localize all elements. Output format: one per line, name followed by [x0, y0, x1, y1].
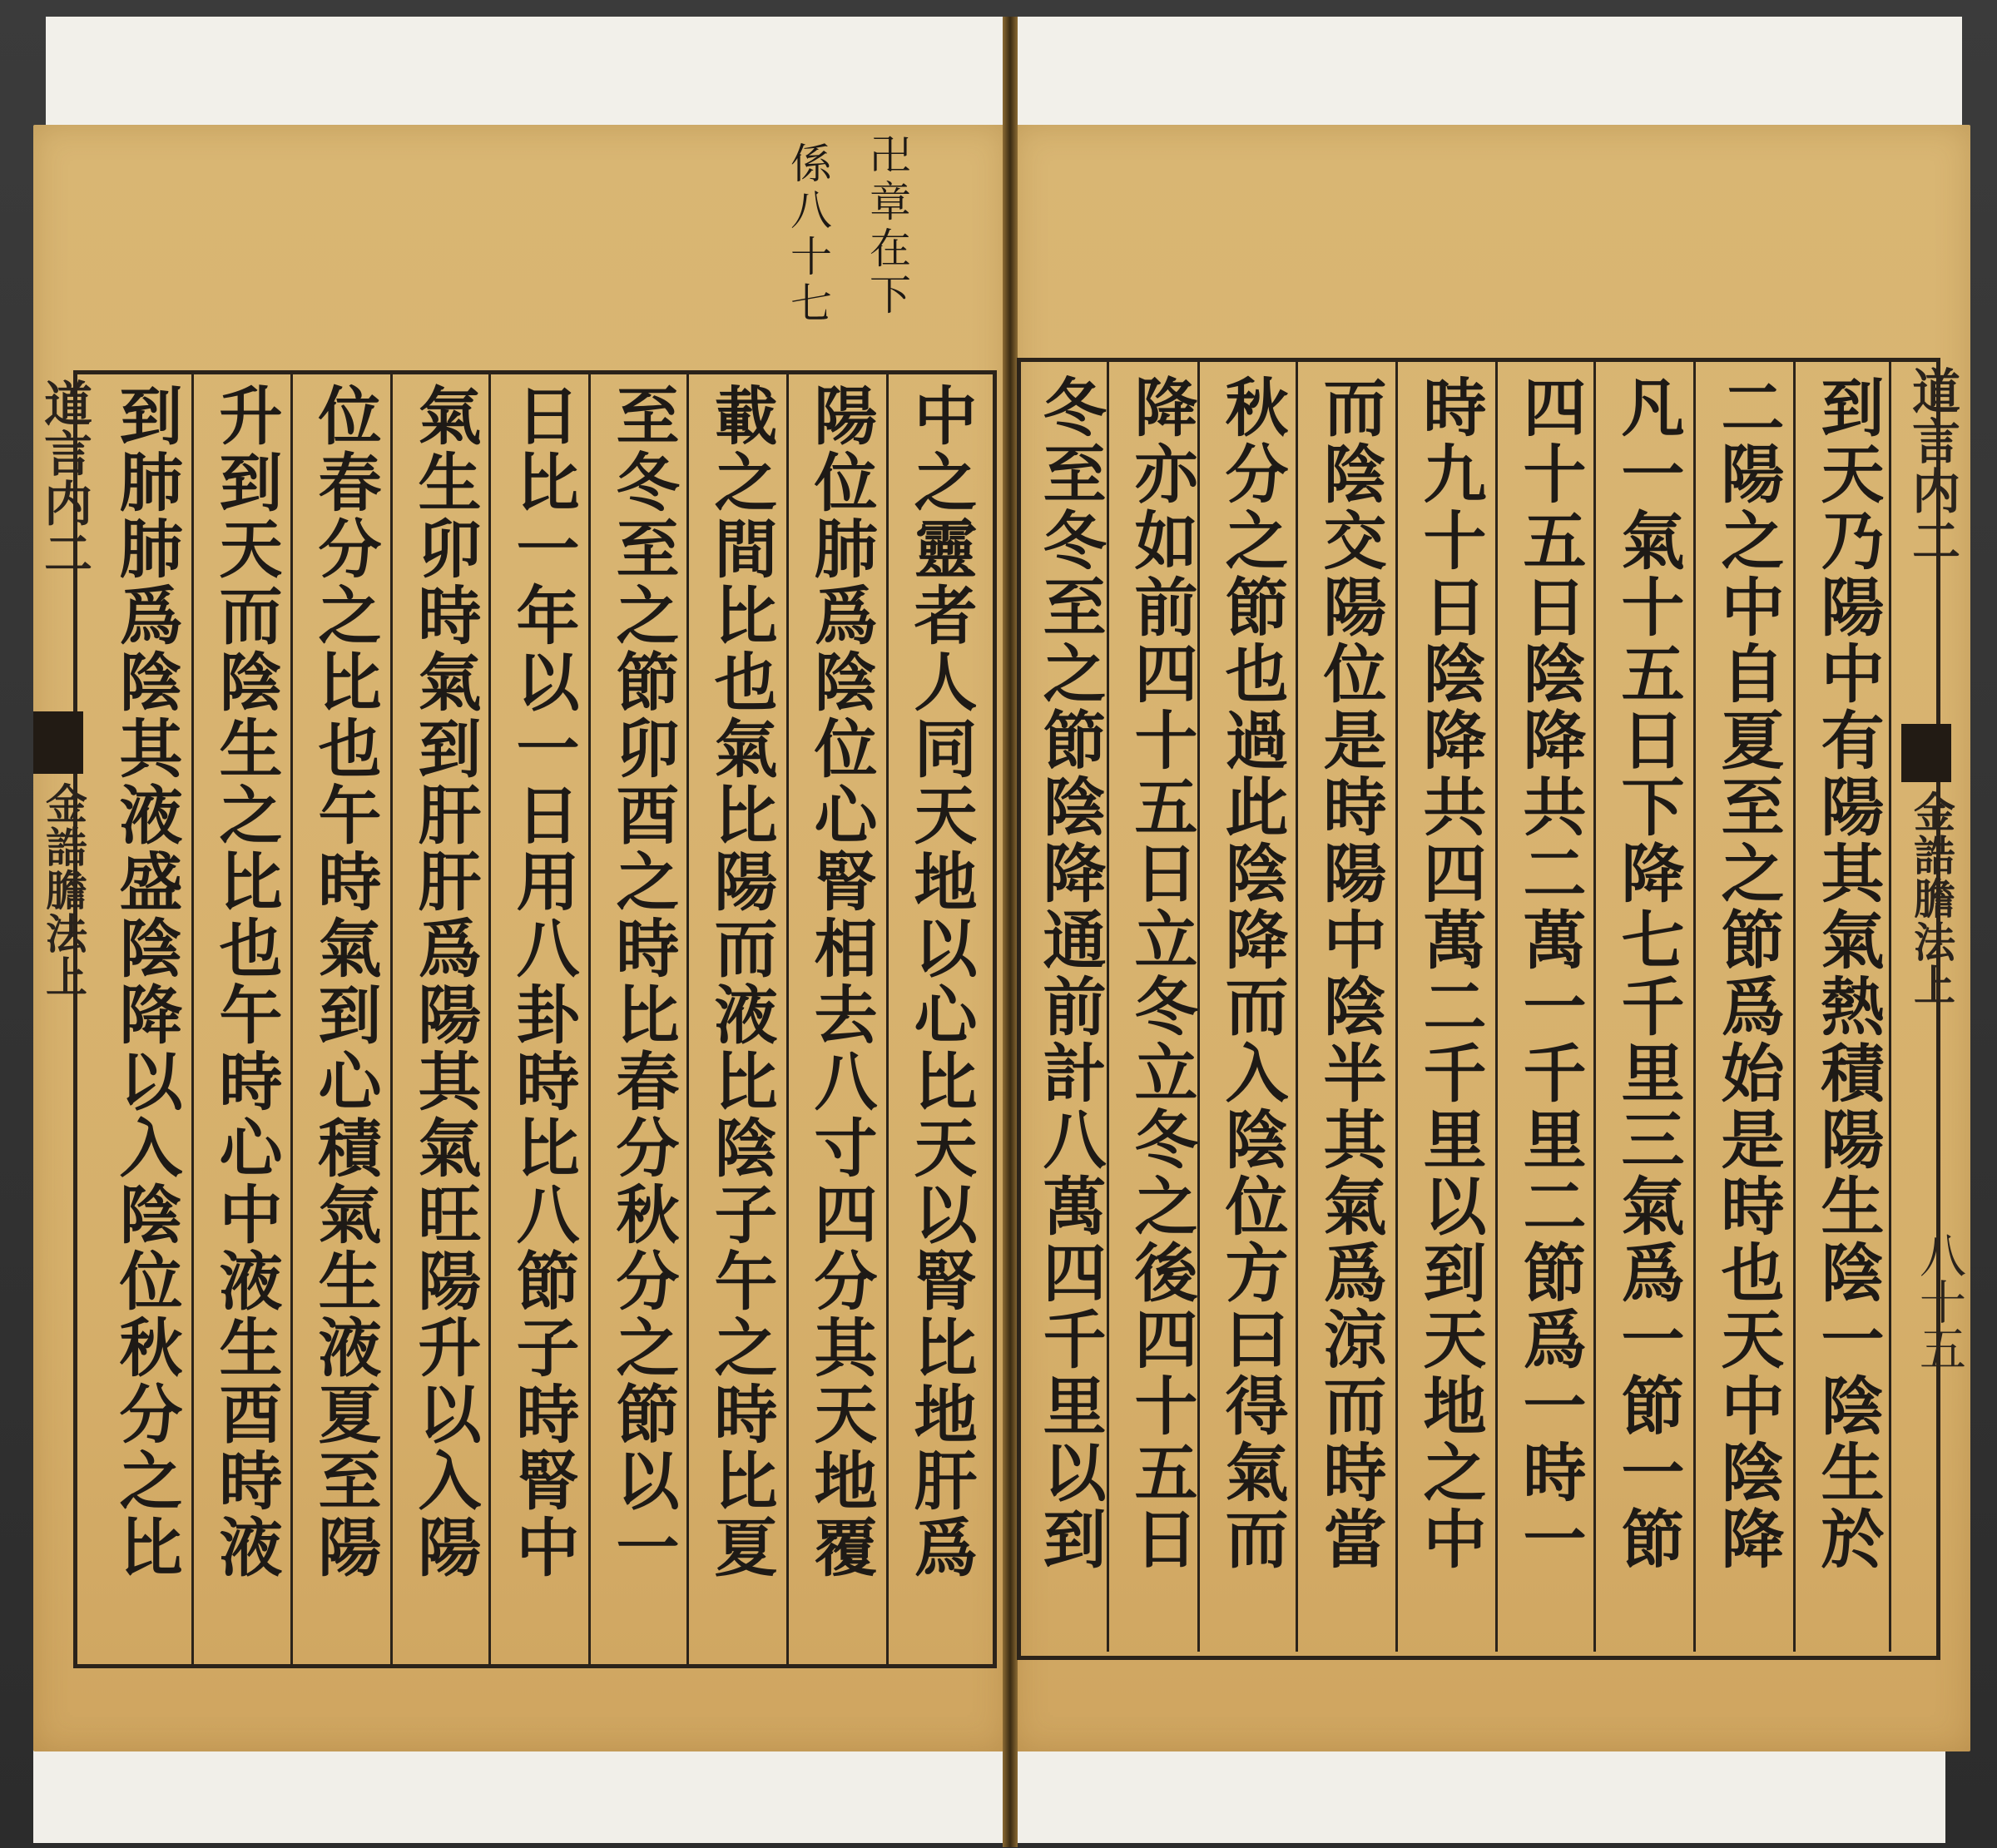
column-rule [786, 374, 789, 1664]
right-margin-section: 金誥膽法上 [1907, 790, 1956, 1007]
left-margin-section: 金誥膽法上 [39, 782, 88, 998]
right-column-2: 二陽之中自夏至之節爲始是時也天中陰降 [1711, 374, 1785, 1573]
right-column-3: 凡一氣十五日下降七千里三氣爲一節一節 [1611, 374, 1685, 1573]
page-bottom-margin-left [33, 1747, 1007, 1843]
handwritten-note-line-2: 係八十七 [784, 141, 832, 328]
column-rule [1395, 362, 1398, 1652]
page-bottom-margin-right [1013, 1747, 1945, 1843]
page-top-margin-right [1013, 17, 1962, 129]
left-column-3: 載之間比也氣比陽而液比陰子午之時比夏 [704, 383, 778, 1581]
column-rule [1793, 362, 1796, 1652]
book-gutter [1003, 17, 1018, 1847]
column-rule [1693, 362, 1696, 1652]
left-margin-title: 道言内二 [36, 379, 92, 578]
left-column-9: 到肺肺爲陰其液盛陰降以入陰位秋分之比 [109, 383, 183, 1581]
handwritten-note-line-1: 卍章在下 [863, 133, 911, 320]
column-rule [1889, 362, 1891, 1652]
right-fish-tail-mark [1901, 724, 1951, 782]
left-column-5: 日比一年以一日用八卦時比八節子時腎中 [506, 383, 580, 1581]
column-rule [588, 374, 591, 1664]
right-column-7: 秋分之節也過此陰降而入陰位方曰得氣而 [1215, 374, 1289, 1573]
right-column-6: 而陰交陽位是時陽中陰半其氣爲涼而時當 [1313, 374, 1387, 1573]
left-fish-tail-mark [33, 711, 83, 774]
page-top-margin-left [46, 17, 1007, 129]
right-column-4: 四十五日陰降共二萬一千里二節爲一時一 [1513, 374, 1587, 1573]
left-column-8: 升到天而陰生之比也午時心中液生酉時液 [209, 383, 283, 1581]
column-rule [390, 374, 393, 1664]
left-column-1: 中之靈者人同天地以心比天以腎比地肝爲 [904, 383, 978, 1581]
left-column-4: 至冬至之節卯酉之時比春分秋分之節以一 [606, 383, 680, 1581]
left-column-2: 陽位肺爲陰位心腎相去八寸四分其天地覆 [804, 383, 878, 1581]
right-column-5: 時九十日陰降共四萬二千里以到天地之中 [1413, 374, 1487, 1573]
left-column-6: 氣生卯時氣到肝肝爲陽其氣旺陽升以入陽 [408, 383, 482, 1581]
column-rule [886, 374, 889, 1664]
right-margin-title: 道言内二 [1904, 366, 1960, 566]
right-page-number: 八十五 [1912, 1231, 1966, 1371]
column-rule [191, 374, 194, 1664]
right-column-1: 到天乃陽中有陽其氣熱積陽生陰一陰生於 [1811, 374, 1885, 1573]
column-rule [1495, 362, 1498, 1652]
right-column-9: 冬至冬至之節陰降通前計八萬四千里以到 [1033, 374, 1107, 1573]
right-column-8: 降亦如前四十五日立冬立冬之後四十五日 [1124, 374, 1198, 1573]
left-column-7: 位春分之比也午時氣到心積氣生液夏至陽 [308, 383, 382, 1581]
